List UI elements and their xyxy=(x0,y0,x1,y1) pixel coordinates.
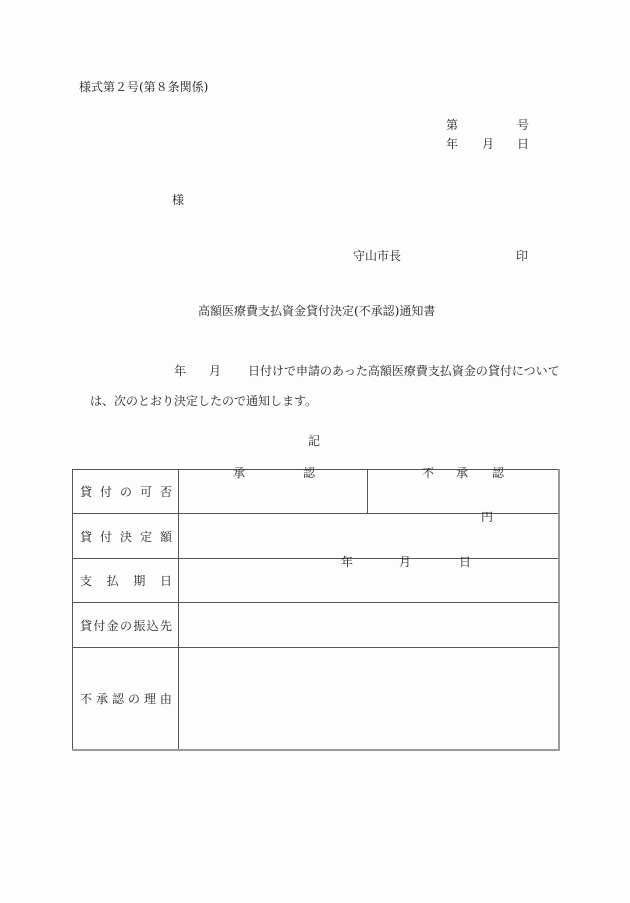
form-number: 様式第２号(第８条関係) xyxy=(79,80,209,94)
label-char: 可 xyxy=(139,485,152,499)
label-char: 貸 xyxy=(80,618,93,633)
label-char: 貸 xyxy=(80,529,93,544)
label-char: 先 xyxy=(159,618,172,633)
label-char: 承 xyxy=(95,692,108,706)
label-transfer-destination xyxy=(73,603,179,648)
recipient-honorific: 様 xyxy=(172,193,185,207)
doc-number-prefix: 第 xyxy=(446,118,459,132)
label-amount xyxy=(73,514,179,559)
payment-day: 日 xyxy=(459,555,472,569)
label-char: 認 xyxy=(111,692,124,706)
label-char: の xyxy=(119,618,132,633)
body-paragraph-line2: は、次のとおり決定したので通知します。 xyxy=(90,394,318,408)
yen-unit: 円 xyxy=(481,510,494,524)
payment-month: 月 xyxy=(399,555,412,569)
table-row-transfer xyxy=(73,603,559,648)
label-char: 付 xyxy=(99,529,112,544)
label-char: 金 xyxy=(106,618,119,633)
amount-field[interactable] xyxy=(179,510,559,559)
reject-char: 認 xyxy=(492,466,505,480)
issue-date-month: 月 xyxy=(482,137,495,151)
body-month: 月 xyxy=(209,364,222,378)
label-char: 貸 xyxy=(80,485,93,499)
table-row-amount xyxy=(73,514,559,559)
doc-number-suffix: 号 xyxy=(517,118,530,132)
document-title: 高額医療費支払資金貸付決定(不承認)通知書 xyxy=(198,304,436,318)
label-char: 付 xyxy=(93,618,106,633)
decision-table xyxy=(72,466,560,751)
label-char: 付 xyxy=(99,485,112,499)
payment-date-field[interactable] xyxy=(179,555,559,603)
approve-char: 認 xyxy=(303,466,316,480)
ki-heading: 記 xyxy=(308,434,321,448)
rejection-reason-field[interactable] xyxy=(179,648,559,751)
reject-option[interactable] xyxy=(368,466,559,514)
label-approval xyxy=(73,470,179,514)
seal-mark: 印 xyxy=(516,249,529,263)
label-char: 理 xyxy=(143,692,156,706)
body-text: 日付けで申請のあった高額医療費支払資金の貸付について xyxy=(248,364,560,378)
label-char: 込 xyxy=(146,618,159,633)
issue-date-day: 日 xyxy=(517,137,530,151)
issuer-name: 守山市長 xyxy=(353,249,402,263)
label-char: 定 xyxy=(139,529,152,544)
reject-char: 承 xyxy=(456,466,469,480)
label-char: 日 xyxy=(159,574,172,588)
label-char: 払 xyxy=(106,574,119,588)
label-char: の xyxy=(119,485,132,499)
label-char: 期 xyxy=(133,574,146,588)
label-char: 額 xyxy=(159,529,172,544)
label-char: 決 xyxy=(119,529,132,544)
approve-option[interactable] xyxy=(179,466,368,514)
label-payment-date xyxy=(73,559,179,603)
reject-char: 不 xyxy=(422,466,435,480)
approve-char: 承 xyxy=(233,466,246,480)
table-row-approval xyxy=(73,470,559,514)
table-row-payment-date xyxy=(73,559,559,603)
label-rejection-reason xyxy=(73,648,179,751)
label-char: 由 xyxy=(159,692,172,706)
label-char: 否 xyxy=(159,485,172,499)
issue-date-year: 年 xyxy=(446,137,459,151)
transfer-destination-field[interactable] xyxy=(179,603,559,648)
label-char: 支 xyxy=(80,574,93,588)
label-char: 振 xyxy=(133,618,146,633)
table-row-reason xyxy=(73,648,559,751)
label-char: 不 xyxy=(80,692,93,706)
label-char: の xyxy=(127,692,140,706)
payment-year: 年 xyxy=(341,555,354,569)
body-year: 年 xyxy=(174,364,187,378)
